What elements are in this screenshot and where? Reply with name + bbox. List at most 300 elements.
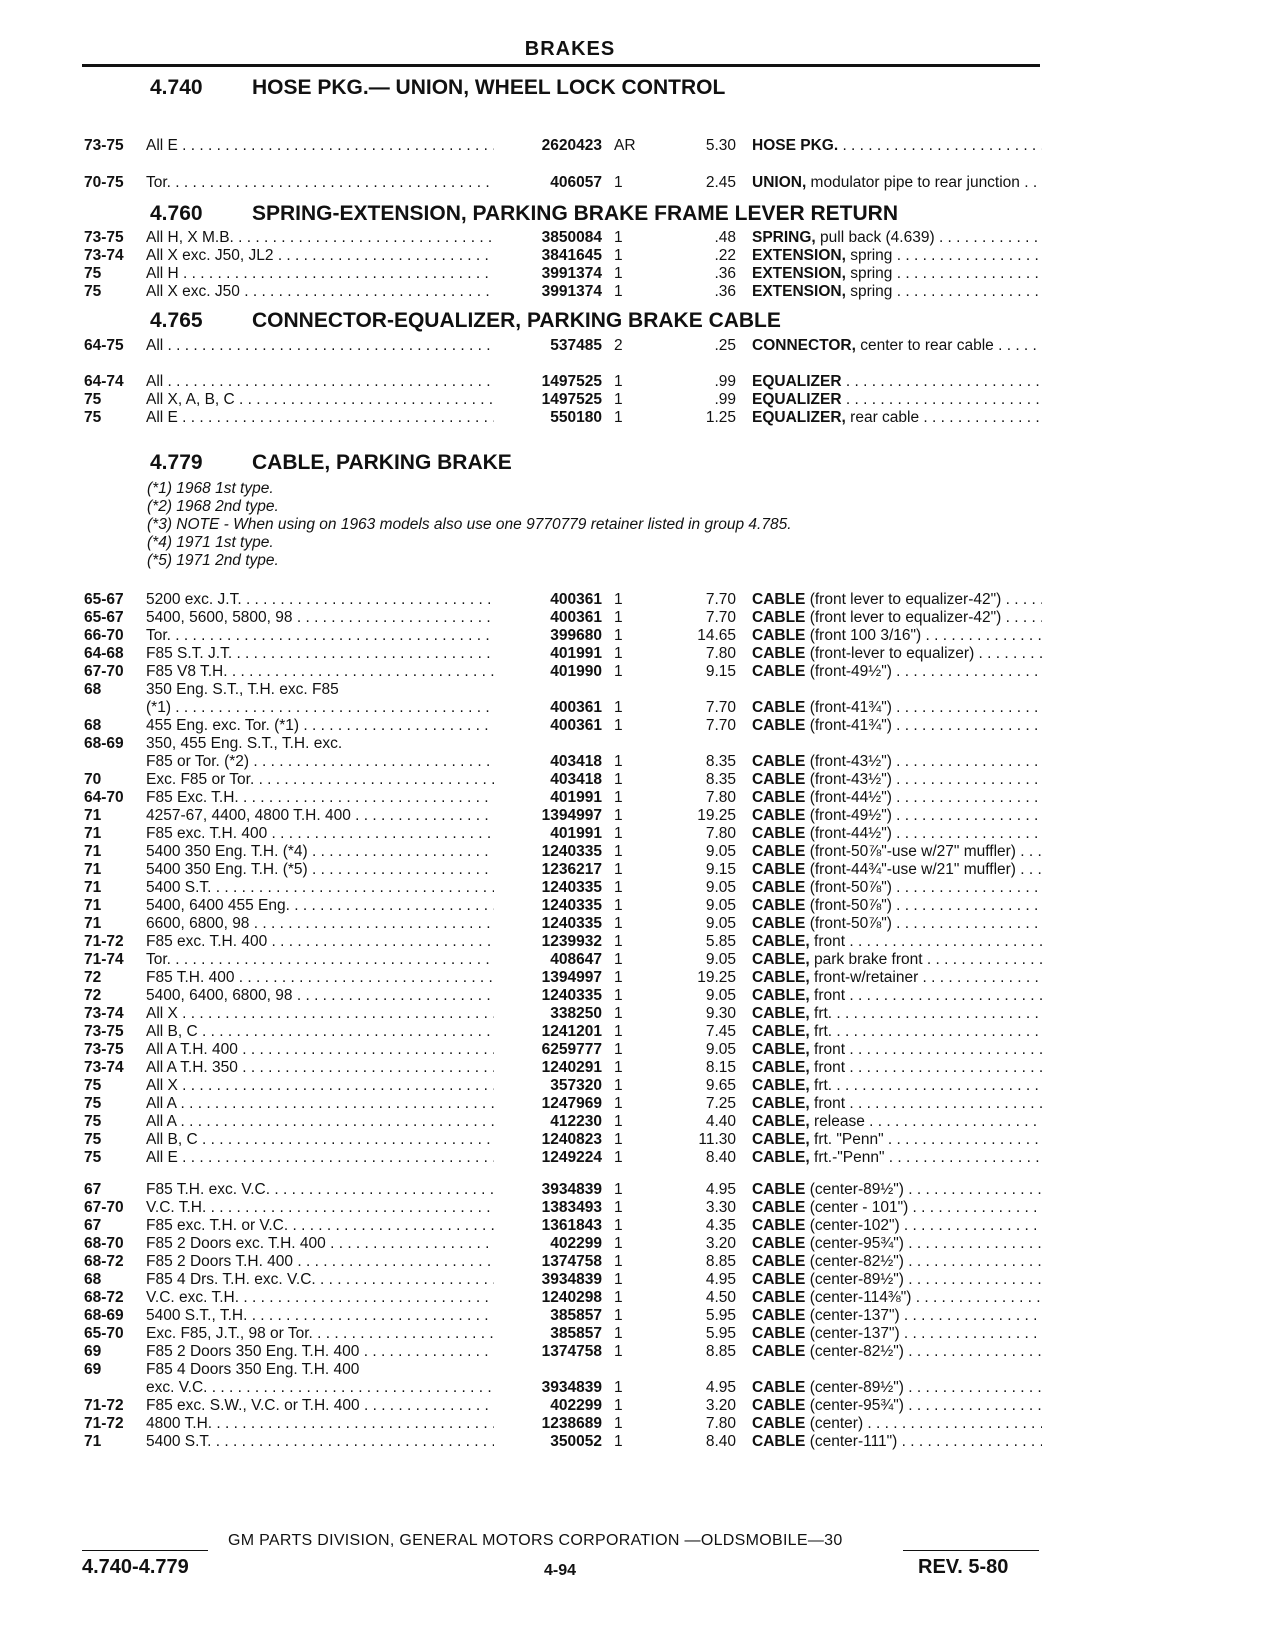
- description: [752, 1306, 1042, 1325]
- model-years: 71: [84, 807, 102, 824]
- application: All X . . .: [146, 1004, 494, 1023]
- description-name: CABLE,: [752, 1095, 810, 1112]
- quantity: 1: [614, 1343, 623, 1360]
- description-name: EXTENSION,: [752, 283, 846, 300]
- price: 8.15: [705, 1059, 736, 1076]
- section-title: CONNECTOR-EQUALIZER, PARKING BRAKE CABLE: [252, 309, 781, 332]
- application: 5400, 5600, 5800, 98 . . .: [146, 608, 494, 627]
- description: [752, 716, 1042, 735]
- description-name: CABLE: [752, 1181, 806, 1198]
- table-row: [84, 1130, 1039, 1149]
- application: 5400 S.T., T.H. . . .: [146, 1306, 494, 1325]
- section-heading-4779: [150, 451, 512, 475]
- part-number: 1497525: [541, 373, 602, 390]
- description: [752, 788, 1042, 807]
- model-years: 72: [84, 969, 102, 986]
- description-detail: spring: [845, 247, 893, 264]
- model-years: 71-74: [84, 951, 124, 968]
- description-name: CABLE: [752, 1379, 806, 1396]
- description: [752, 1198, 1042, 1217]
- price: 4.95: [705, 1181, 736, 1198]
- model-years: 73-74: [84, 1059, 124, 1076]
- description-detail: (front-41¾"): [805, 699, 892, 716]
- model-years: 66-70: [84, 627, 124, 644]
- model-years: 67: [84, 1181, 102, 1198]
- table-row: [84, 372, 1039, 391]
- model-years: 75: [84, 1077, 102, 1094]
- table-row: [84, 1040, 1039, 1059]
- price: 9.05: [705, 951, 736, 968]
- application: Tor. . . .: [146, 950, 494, 969]
- description-name: CABLE: [752, 1217, 806, 1234]
- table-row: [84, 950, 1039, 969]
- application: 5400 S.T. . . .: [146, 1432, 494, 1451]
- description-name: CABLE: [752, 825, 806, 842]
- application: 5200 exc. J.T. . . .: [146, 590, 494, 609]
- quantity: 1: [614, 645, 623, 662]
- table-row: [84, 173, 1039, 192]
- description: [752, 932, 1042, 951]
- footnote: (*4) 1971 1st type.: [147, 534, 274, 551]
- description-detail: (center-111"): [805, 1433, 898, 1450]
- model-years: 75: [84, 1131, 102, 1148]
- description-detail: (front-50⅞"): [805, 897, 892, 914]
- price: 1.25: [705, 409, 736, 426]
- description-name: CABLE: [752, 645, 806, 662]
- model-years: 71: [84, 825, 102, 842]
- application: 5400, 6400 455 Eng. . . .: [146, 896, 494, 915]
- description-name: CABLE: [752, 609, 806, 626]
- table-row: [84, 1004, 1039, 1023]
- description-detail: (center-82½"): [805, 1253, 904, 1270]
- application: F85 2 Doors T.H. 400 . . .: [146, 1252, 494, 1271]
- part-number: 408647: [550, 951, 602, 968]
- description: [752, 246, 1042, 265]
- price: 7.70: [705, 717, 736, 734]
- description-detail: (front 100 3/16"): [805, 627, 922, 644]
- table-row: [84, 1360, 1039, 1379]
- part-number: 537485: [550, 337, 602, 354]
- price: 9.15: [705, 663, 736, 680]
- part-number: 399680: [550, 627, 602, 644]
- price: 2.45: [705, 174, 736, 191]
- description: [752, 1378, 1042, 1397]
- part-number: 1394997: [541, 807, 602, 824]
- footnote: (*1) 1968 1st type.: [147, 480, 274, 497]
- table-row: [84, 752, 1039, 771]
- application: All . . .: [146, 372, 494, 391]
- price: 8.85: [705, 1343, 736, 1360]
- description-detail: (front-50⅞"): [805, 879, 892, 896]
- table-row: [84, 1076, 1039, 1095]
- model-years: 65-67: [84, 591, 124, 608]
- description: [752, 1288, 1042, 1307]
- table-row: [84, 1094, 1039, 1113]
- model-years: 75: [84, 391, 102, 408]
- model-years: 67: [84, 1217, 102, 1234]
- description-detail: (front-44½"): [805, 789, 892, 806]
- quantity: 1: [614, 699, 623, 716]
- part-number: 3991374: [541, 283, 602, 300]
- description-detail: front: [809, 1041, 846, 1058]
- quantity: 1: [614, 627, 623, 644]
- description-name: EQUALIZER,: [752, 409, 846, 426]
- description-detail: (front-50⅞"): [805, 915, 892, 932]
- model-years: 64-68: [84, 645, 124, 662]
- model-years: 68: [84, 681, 102, 698]
- part-number: 385857: [550, 1325, 602, 1342]
- quantity: 1: [614, 591, 623, 608]
- description: [752, 626, 1042, 645]
- part-number: 401991: [550, 789, 602, 806]
- price: 8.40: [705, 1149, 736, 1166]
- description-detail: spring: [845, 265, 893, 282]
- description-detail: frt. "Penn": [809, 1131, 884, 1148]
- quantity: 1: [614, 247, 623, 264]
- application: 4800 T.H. . . .: [146, 1414, 494, 1433]
- table-row: [84, 136, 1039, 155]
- description-detail: (center-89½"): [805, 1181, 904, 1198]
- part-number: 2620423: [541, 137, 602, 154]
- description-name: CABLE: [752, 861, 806, 878]
- price: .36: [714, 283, 736, 300]
- quantity: 1: [614, 861, 623, 878]
- description-detail: (center-95¾"): [805, 1397, 904, 1414]
- table-row: [84, 408, 1039, 427]
- description: [752, 1094, 1042, 1113]
- description-detail: center to rear cable: [855, 337, 994, 354]
- quantity: 1: [614, 753, 623, 770]
- section-number: 4.760: [150, 202, 203, 225]
- description: [752, 752, 1042, 771]
- quantity: 1: [614, 609, 623, 626]
- table-row: [84, 806, 1039, 825]
- section-heading-4740: [150, 76, 725, 100]
- model-years: 75: [84, 1149, 102, 1166]
- part-number: 1240291: [541, 1059, 602, 1076]
- model-years: 67-70: [84, 1199, 124, 1216]
- table-row: [84, 590, 1039, 609]
- quantity: 1: [614, 1271, 623, 1288]
- price: 19.25: [697, 969, 736, 986]
- model-years: 71: [84, 879, 102, 896]
- description: [752, 1180, 1042, 1199]
- description: [752, 408, 1042, 427]
- description-name: CABLE: [752, 1289, 806, 1306]
- description-name: CABLE: [752, 627, 806, 644]
- footer-rule-right: [903, 1550, 1039, 1551]
- application: F85 T.H. 400 . . .: [146, 968, 494, 987]
- description-name: EQUALIZER: [752, 373, 842, 390]
- description-name: EXTENSION,: [752, 247, 846, 264]
- quantity: 1: [614, 1059, 623, 1076]
- price: 14.65: [697, 627, 736, 644]
- price: .48: [714, 229, 736, 246]
- quantity: 1: [614, 771, 623, 788]
- table-row: [84, 228, 1039, 247]
- description-name: CABLE: [752, 717, 806, 734]
- part-number: 1394997: [541, 969, 602, 986]
- model-years: 69: [84, 1343, 102, 1360]
- description: [752, 1058, 1042, 1077]
- description-detail: (front-49½"): [805, 663, 892, 680]
- price: 9.05: [705, 843, 736, 860]
- model-years: 73-75: [84, 229, 124, 246]
- model-years: 71: [84, 915, 102, 932]
- application: All B, C . . .: [146, 1022, 494, 1041]
- description: [752, 644, 1042, 663]
- model-years: 71-72: [84, 1397, 124, 1414]
- table-row: [84, 932, 1039, 951]
- application: All A T.H. 400 . . .: [146, 1040, 494, 1059]
- description: [752, 1130, 1042, 1149]
- description: [752, 1076, 1042, 1095]
- description: [752, 1148, 1042, 1167]
- application: F85 V8 T.H. . . .: [146, 662, 494, 681]
- description-detail: release: [809, 1113, 865, 1130]
- part-number: 6259777: [541, 1041, 602, 1058]
- price: 9.05: [705, 1041, 736, 1058]
- description-name: CABLE: [752, 1325, 806, 1342]
- description: [752, 1432, 1042, 1451]
- application: All E . . .: [146, 136, 494, 155]
- description-detail: (front lever to equalizer-42"): [805, 591, 1002, 608]
- application: 5400 350 Eng. T.H. (*5) . . .: [146, 860, 494, 879]
- model-years: 71-72: [84, 933, 124, 950]
- price: 9.05: [705, 879, 736, 896]
- description-detail: park brake front: [809, 951, 923, 968]
- price: 7.80: [705, 825, 736, 842]
- quantity: 1: [614, 1433, 623, 1450]
- description-detail: frt.: [809, 1023, 833, 1040]
- section-number: 4.779: [150, 451, 203, 474]
- quantity: 1: [614, 987, 623, 1004]
- quantity: 1: [614, 229, 623, 246]
- quantity: 1: [614, 1181, 623, 1198]
- description-name: CABLE: [752, 771, 806, 788]
- footer-group-range: 4.740-4.779: [82, 1556, 189, 1578]
- table-row: [84, 626, 1039, 645]
- application: F85 exc. T.H. 400 . . .: [146, 824, 494, 843]
- application: F85 2 Doors exc. T.H. 400 . . .: [146, 1234, 494, 1253]
- description: [752, 1324, 1042, 1343]
- quantity: 1: [614, 1149, 623, 1166]
- quantity: 1: [614, 1095, 623, 1112]
- table-row: [84, 968, 1039, 987]
- description: [752, 1004, 1042, 1023]
- application: All E . . .: [146, 1148, 494, 1167]
- description-name: CABLE: [752, 1253, 806, 1270]
- application: 4257-67, 4400, 4800 T.H. 400 . . .: [146, 806, 494, 825]
- part-number: 401990: [550, 663, 602, 680]
- model-years: 68-69: [84, 1307, 124, 1324]
- application: All X exc. J50 . . .: [146, 282, 494, 301]
- price: 7.80: [705, 645, 736, 662]
- description-detail: frt.-"Penn": [809, 1149, 885, 1166]
- description: [752, 336, 1042, 355]
- quantity: 1: [614, 1131, 623, 1148]
- model-years: 71: [84, 897, 102, 914]
- table-row: [84, 1112, 1039, 1131]
- description-name: CABLE: [752, 897, 806, 914]
- model-years: 68-72: [84, 1253, 124, 1270]
- description-name: CABLE: [752, 1433, 806, 1450]
- part-number: 3991374: [541, 265, 602, 282]
- description-detail: front: [809, 1059, 846, 1076]
- description-detail: frt.: [809, 1077, 833, 1094]
- table-row: [84, 896, 1039, 915]
- quantity: 1: [614, 897, 623, 914]
- description-name: CABLE,: [752, 1005, 810, 1022]
- quantity: 1: [614, 879, 623, 896]
- part-number: 1240335: [541, 879, 602, 896]
- quantity: 1: [614, 1217, 623, 1234]
- model-years: 70-75: [84, 174, 124, 191]
- application: All X, A, B, C . . .: [146, 390, 494, 409]
- price: 5.95: [705, 1325, 736, 1342]
- application: F85 T.H. exc. V.C. . . .: [146, 1180, 494, 1199]
- description: [752, 806, 1042, 825]
- description-detail: (front-43½"): [805, 753, 892, 770]
- description-detail: pull back (4.639): [815, 229, 935, 246]
- table-row: [84, 1378, 1039, 1397]
- price: 5.95: [705, 1307, 736, 1324]
- part-number: 1247969: [541, 1095, 602, 1112]
- description: [752, 1270, 1042, 1289]
- description: [752, 770, 1042, 789]
- price: 9.15: [705, 861, 736, 878]
- table-row: [84, 1058, 1039, 1077]
- application: (*1) . . .: [146, 698, 494, 717]
- price: 5.30: [705, 137, 736, 154]
- price: 11.30: [698, 1131, 736, 1148]
- part-number: 400361: [550, 699, 602, 716]
- quantity: 1: [614, 1289, 623, 1306]
- model-years: 68-70: [84, 1235, 124, 1252]
- description-name: CABLE,: [752, 987, 810, 1004]
- table-row: [84, 264, 1039, 283]
- price: 8.40: [705, 1433, 736, 1450]
- price: 3.30: [705, 1199, 736, 1216]
- table-row: [84, 842, 1039, 861]
- description-detail: (front lever to equalizer-42"): [805, 609, 1002, 626]
- description-name: CABLE,: [752, 1041, 810, 1058]
- part-number: 403418: [550, 771, 602, 788]
- model-years: 75: [84, 283, 102, 300]
- quantity: 1: [614, 807, 623, 824]
- description: [752, 896, 1042, 915]
- description-name: CONNECTOR,: [752, 337, 856, 354]
- part-number: 385857: [550, 1307, 602, 1324]
- quantity: 1: [614, 1325, 623, 1342]
- description-name: CABLE: [752, 789, 806, 806]
- model-years: 65-70: [84, 1325, 124, 1342]
- table-row: [84, 1414, 1039, 1433]
- price: .99: [714, 391, 736, 408]
- description-name: CABLE: [752, 663, 806, 680]
- table-row: [84, 698, 1039, 717]
- description-name: UNION,: [752, 174, 807, 191]
- description-detail: (center-95¾"): [805, 1235, 904, 1252]
- application: F85 4 Drs. T.H. exc. V.C. . . .: [146, 1270, 494, 1289]
- description-name: CABLE: [752, 1343, 806, 1360]
- model-years: 71: [84, 861, 102, 878]
- model-years: 70: [84, 771, 102, 788]
- price: 7.80: [705, 1415, 736, 1432]
- table-row: [84, 282, 1039, 301]
- part-number: 3934839: [541, 1181, 602, 1198]
- description-name: EQUALIZER: [752, 391, 842, 408]
- description: [752, 1342, 1042, 1361]
- application: F85 4 Doors 350 Eng. T.H. 400: [146, 1361, 360, 1378]
- part-number: 3841645: [541, 247, 602, 264]
- quantity: 1: [614, 1379, 623, 1396]
- description: [752, 1040, 1042, 1059]
- description-name: CABLE: [752, 591, 806, 608]
- description-detail: (center): [805, 1415, 864, 1432]
- table-row: [84, 914, 1039, 933]
- description-name: CABLE: [752, 1415, 806, 1432]
- description: [752, 1234, 1042, 1253]
- description: [752, 662, 1042, 681]
- table-row: [84, 390, 1039, 409]
- model-years: 68-69: [84, 735, 124, 752]
- model-years: 73-74: [84, 1005, 124, 1022]
- price: 8.35: [705, 771, 736, 788]
- application: All B, C . . .: [146, 1130, 494, 1149]
- application: All X . . .: [146, 1076, 494, 1095]
- application: 350, 455 Eng. S.T., T.H. exc.: [146, 735, 343, 752]
- model-years: 73-75: [84, 137, 124, 154]
- description-detail: (front-44¾"-use w/21" muffler): [805, 861, 1016, 878]
- quantity: 1: [614, 1041, 623, 1058]
- table-row: [84, 608, 1039, 627]
- description: [752, 390, 1042, 409]
- table-row: [84, 788, 1039, 807]
- part-number: 1361843: [541, 1217, 602, 1234]
- description-name: CABLE: [752, 1199, 806, 1216]
- description-name: CABLE,: [752, 951, 810, 968]
- application: F85 S.T. J.T. . . .: [146, 644, 494, 663]
- application: 5400 S.T. . . .: [146, 878, 494, 897]
- price: 9.65: [705, 1077, 736, 1094]
- table-row: [84, 644, 1039, 663]
- part-number: 402299: [550, 1235, 602, 1252]
- application: All A . . .: [146, 1112, 494, 1131]
- part-number: 401991: [550, 645, 602, 662]
- quantity: 1: [614, 391, 623, 408]
- part-number: 406057: [550, 174, 602, 191]
- footer-revision: REV. 5-80: [918, 1556, 1009, 1578]
- price: 7.70: [705, 699, 736, 716]
- table-row: [84, 1148, 1039, 1167]
- application: F85 Exc. T.H. . . .: [146, 788, 494, 807]
- quantity: 1: [614, 1235, 623, 1252]
- price: 19.25: [697, 807, 736, 824]
- description-name: CABLE,: [752, 1059, 810, 1076]
- description-detail: (front-lever to equalizer): [805, 645, 975, 662]
- part-number: 1236217: [541, 861, 602, 878]
- application: All A T.H. 350 . . .: [146, 1058, 494, 1077]
- price: 7.70: [705, 609, 736, 626]
- description: [752, 698, 1042, 717]
- description: [752, 173, 1042, 192]
- price: 9.05: [705, 897, 736, 914]
- part-number: 1239932: [541, 933, 602, 950]
- section-title: SPRING-EXTENSION, PARKING BRAKE FRAME LEVER RETURN: [252, 202, 898, 225]
- application: 350 Eng. S.T., T.H. exc. F85: [146, 681, 339, 698]
- model-years: 72: [84, 987, 102, 1004]
